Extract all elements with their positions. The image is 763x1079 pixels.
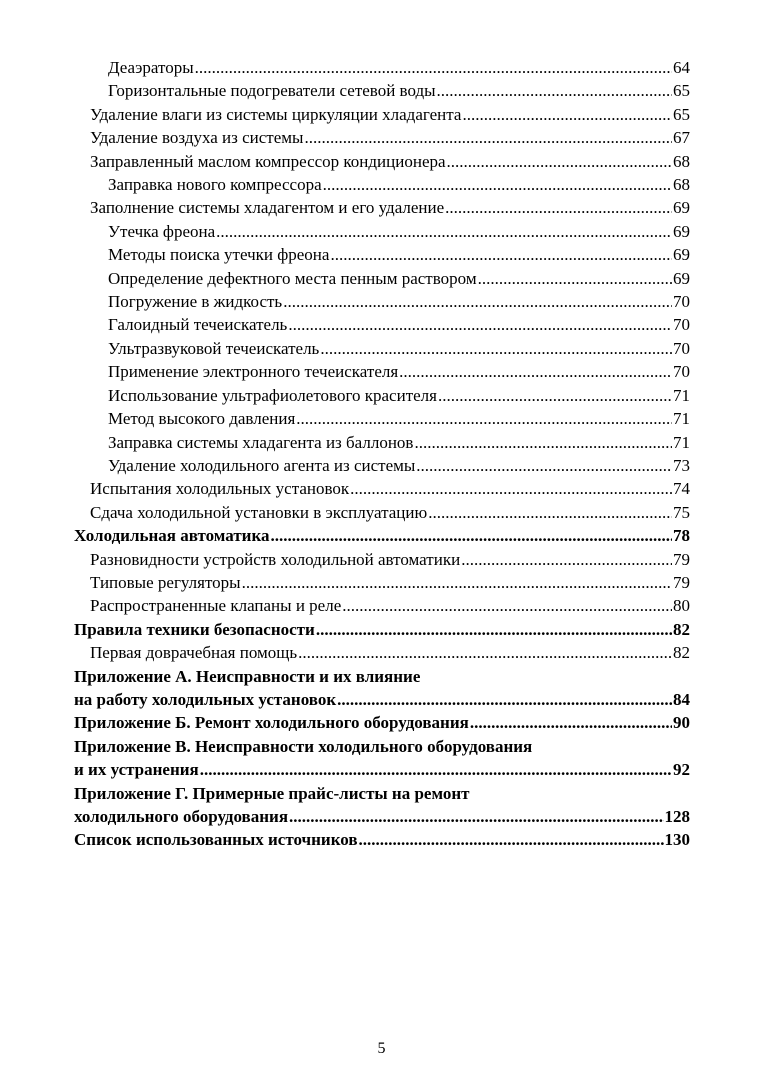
toc-entry-title: Удаление воздуха из системы xyxy=(90,128,304,148)
toc-entry xyxy=(74,501,690,524)
dot-leader xyxy=(200,758,672,781)
dot-leader xyxy=(342,594,672,617)
toc-entry xyxy=(74,711,690,734)
toc-entry-title: на работу холодильных установок xyxy=(74,689,337,709)
toc-entry xyxy=(74,524,690,547)
toc-entry xyxy=(74,454,690,477)
toc-entry-page: 69 xyxy=(673,221,690,241)
toc-entry-title: Заправленный маслом компрессор кондиционера xyxy=(90,151,446,171)
toc-entry-title: Правила техники безопасности xyxy=(74,619,315,639)
toc-entry xyxy=(74,126,690,149)
dot-leader xyxy=(350,477,672,500)
toc-entry-page: 65 xyxy=(673,104,690,124)
toc-entry-title: Использование ультрафиолетового красителя xyxy=(108,385,437,405)
dot-leader xyxy=(478,267,672,290)
toc-entry xyxy=(74,594,690,617)
toc-entry-page: 70 xyxy=(673,362,690,382)
toc-entry-page: 70 xyxy=(673,315,690,335)
toc-entry xyxy=(74,56,690,79)
toc-entry-title: и их устранения xyxy=(74,760,199,780)
toc-entry-title: Удаление влаги из системы циркуляции хладагента xyxy=(90,104,462,124)
toc-entry-title: Список использованных источников xyxy=(74,830,358,850)
toc-entry-title: Горизонтальные подогреватели сетевой воды xyxy=(108,81,436,101)
toc-entry xyxy=(74,79,690,102)
toc-entry xyxy=(74,384,690,407)
dot-leader xyxy=(296,407,672,430)
dot-leader xyxy=(359,828,664,851)
toc-entry xyxy=(74,150,690,173)
dot-leader xyxy=(271,524,672,547)
toc-entry xyxy=(74,220,690,243)
toc-entry xyxy=(74,290,690,313)
dot-leader xyxy=(320,337,672,360)
dot-leader xyxy=(298,641,672,664)
toc-entry-title: Утечка фреона xyxy=(108,221,216,241)
toc-entry-title: Приложение Б. Ремонт холодильного оборудования xyxy=(74,713,469,733)
toc-entry xyxy=(74,267,690,290)
toc-entry-title: Ультразвуковой течеискатель xyxy=(108,338,320,358)
page-number: 5 xyxy=(377,1040,386,1057)
toc-entry-page: 73 xyxy=(673,455,690,475)
dot-leader xyxy=(337,688,672,711)
dot-leader xyxy=(304,126,672,149)
toc-entry xyxy=(74,758,690,781)
toc-entry xyxy=(74,243,690,266)
toc-entry-page: 71 xyxy=(673,385,690,405)
toc-entry-page: 130 xyxy=(664,830,690,850)
toc-entry xyxy=(74,173,690,196)
dot-leader xyxy=(242,571,672,594)
toc-entry-first-line: Приложение Г. Примерные прайс-листы на ремонт xyxy=(74,783,470,803)
toc-entry-title: Заполнение системы хладагентом и его удаление xyxy=(90,198,445,218)
toc-entry-title: Удаление холодильного агента из системы xyxy=(108,455,416,475)
dot-leader xyxy=(216,220,672,243)
dot-leader xyxy=(445,196,672,219)
toc-entry-page: 68 xyxy=(673,151,690,171)
dot-leader xyxy=(470,711,672,734)
toc-entry-title: Распространенные клапаны и реле xyxy=(90,596,342,616)
toc-entry-page: 128 xyxy=(664,807,690,826)
dot-leader xyxy=(330,243,672,266)
toc-entry-page: 92 xyxy=(673,760,690,780)
toc-entry-title: Методы поиска утечки фреона xyxy=(108,245,330,265)
toc-entry-page: 70 xyxy=(673,338,690,358)
toc-entry-title: Типовые регуляторы xyxy=(90,572,241,592)
dot-leader xyxy=(438,384,672,407)
toc-entry xyxy=(74,196,690,219)
toc-entry-page: 79 xyxy=(673,549,690,569)
dot-leader xyxy=(288,313,672,336)
dot-leader xyxy=(416,454,672,477)
toc-entry-page: 78 xyxy=(673,526,690,546)
toc-entry-title: Заправка нового компрессора xyxy=(108,175,322,195)
toc-entry xyxy=(74,407,690,430)
dot-leader xyxy=(316,618,672,641)
toc-entry xyxy=(74,360,690,383)
toc-entry-title: Определение дефектного места пенным раствором xyxy=(108,268,477,288)
dot-leader xyxy=(428,501,672,524)
toc-entry xyxy=(74,548,690,571)
toc-entry-page: 69 xyxy=(673,268,690,288)
toc-entry-page: 67 xyxy=(673,128,690,148)
toc-entry-page: 64 xyxy=(673,58,690,77)
toc-entry-page: 82 xyxy=(673,643,690,663)
toc-entry-page: 69 xyxy=(673,245,690,265)
toc-entry-title: Применение электронного течеискателя xyxy=(108,362,399,382)
toc-entry-page: 68 xyxy=(673,175,690,195)
toc-entry xyxy=(74,688,690,711)
toc-entry xyxy=(74,618,690,641)
toc-entry-first-line: Приложение В. Неисправности холодильного оборудования xyxy=(74,736,533,756)
toc-entry xyxy=(74,337,690,360)
toc-entry-title: Метод высокого давления xyxy=(108,409,296,429)
toc-entry-title: Погружение в жидкость xyxy=(108,292,283,312)
toc-entry-page: 74 xyxy=(673,479,690,499)
toc-entry-first-line: Приложение А. Неисправности и их влияние xyxy=(74,666,421,686)
toc-entry-title: Заправка системы хладагента из баллонов xyxy=(108,432,414,452)
toc-entry-title: Деаэраторы xyxy=(108,58,194,77)
toc-entry-page: 90 xyxy=(673,713,690,733)
dot-leader xyxy=(462,103,672,126)
toc-entry-page: 79 xyxy=(673,572,690,592)
toc-entry-page: 82 xyxy=(673,619,690,639)
toc-entry xyxy=(74,313,690,336)
toc-entry xyxy=(74,641,690,664)
toc-entry-title: Разновидности устройств холодильной автоматики xyxy=(90,549,461,569)
toc-entry-title: холодильного оборудования xyxy=(74,807,289,826)
toc-entry xyxy=(74,431,690,454)
dot-leader xyxy=(323,173,672,196)
toc-entry-title: Сдача холодильной установки в эксплуатацию xyxy=(90,502,428,522)
toc-entry-title: Испытания холодильных установок xyxy=(90,479,350,499)
toc-entry xyxy=(74,828,690,851)
toc-entry-page: 75 xyxy=(673,502,690,522)
dot-leader xyxy=(437,79,672,102)
toc-entry-page: 69 xyxy=(673,198,690,218)
dot-leader xyxy=(414,431,672,454)
dot-leader xyxy=(195,56,672,79)
dot-leader xyxy=(289,805,663,828)
toc-entry-page: 70 xyxy=(673,292,690,312)
dot-leader xyxy=(461,548,672,571)
toc-entry-page: 71 xyxy=(673,409,690,429)
toc-entry-page: 71 xyxy=(673,432,690,452)
toc-entry xyxy=(74,477,690,500)
toc-entry-title: Первая доврачебная помощь xyxy=(90,643,298,663)
toc-entry-page: 80 xyxy=(673,596,690,616)
toc-entry xyxy=(74,571,690,594)
toc-entry xyxy=(74,103,690,126)
table-of-contents xyxy=(74,56,690,852)
dot-leader xyxy=(283,290,672,313)
toc-entry-page: 65 xyxy=(673,81,690,101)
dot-leader xyxy=(399,360,672,383)
dot-leader xyxy=(447,150,672,173)
toc-entry-page: 84 xyxy=(673,689,690,709)
toc-entry-title: Галоидный течеискатель xyxy=(108,315,288,335)
toc-entry-title: Холодильная автоматика xyxy=(74,526,270,546)
toc-entry xyxy=(74,805,690,828)
